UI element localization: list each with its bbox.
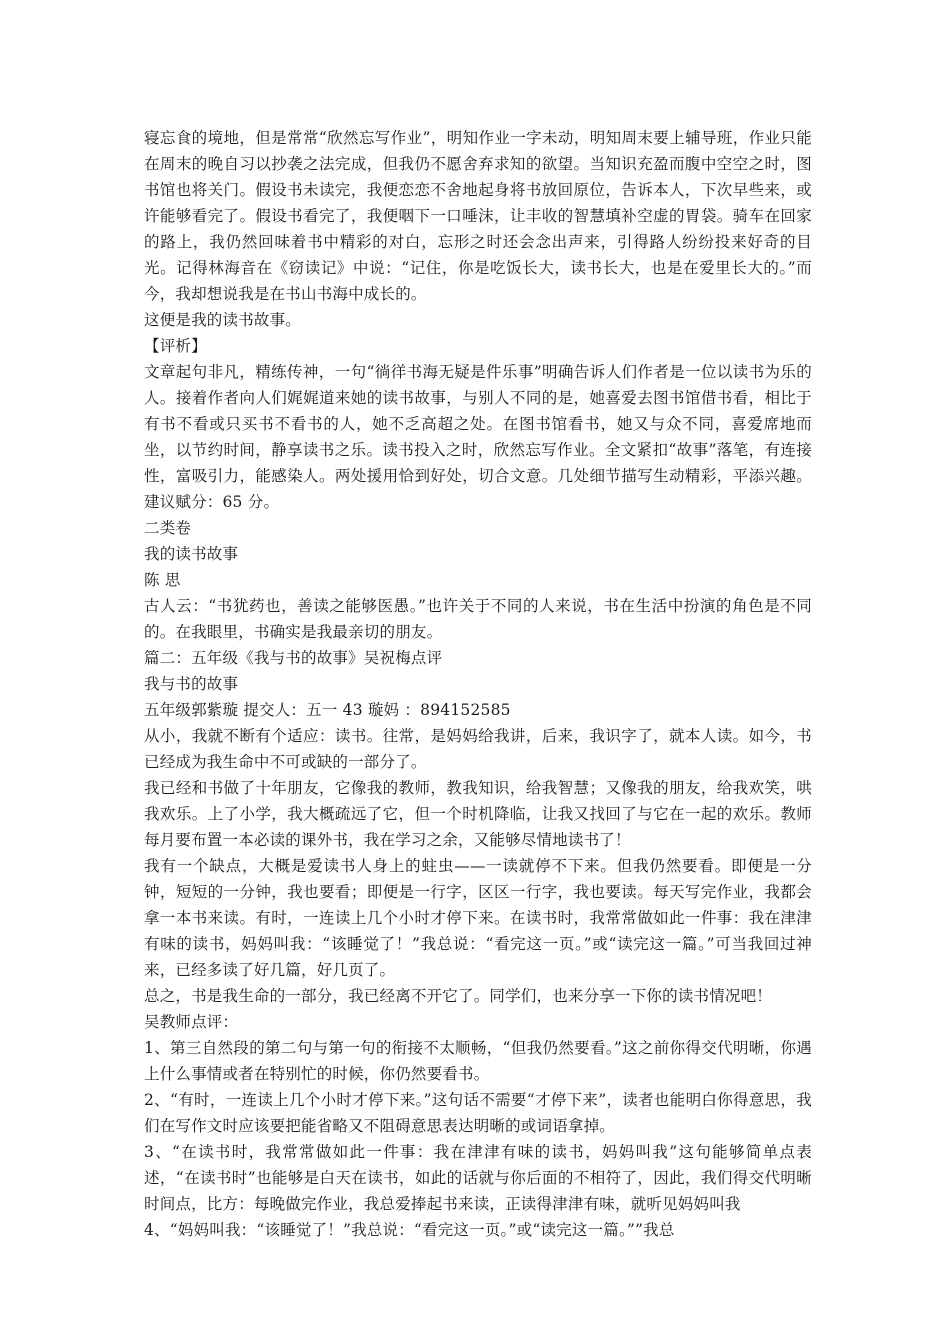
- comment-item-2: 2、“有时，一连读上几个小时才停下来。”这句话不需要“才停下来”，读者也能明白你得意思，我们在写作文时应该要把能省略又不阻碍意思表达明晰的或词语拿掉。: [144, 1091, 812, 1135]
- comment-item-3: 3、“在读书时，我常常做如此一件事：我在津津有味的读书，妈妈叫我”这句能够简单点表述，“在读书时”也能够是白天在读书，如此的话就与你后面的不相符了，因此，我们得交代明晰时间点，比方：每晚做完作业，我总爱捧起书来读，正读得津津有味，就听见妈妈叫我: [144, 1143, 812, 1213]
- paragraph-conclusion: 总之，书是我生命的一部分，我已经离不开它了。同学们，也来分享一下你的读书情况吧！: [144, 987, 773, 1005]
- section-heading-part-two: 篇二：五年级《我与书的故事》吴祝梅点评: [144, 649, 443, 667]
- heading-teacher-comment: 吴教师点评：: [144, 1013, 239, 1031]
- comment-item-4: 4、“妈妈叫我：“该睡觉了！”我总说：“看完这一页。”或“读完这一篇。””我总: [144, 1221, 675, 1239]
- paragraph-story-ending: 这便是我的读书故事。: [144, 311, 302, 329]
- paragraph-ancient-saying: 古人云：“书犹药也，善读之能够医愚。”也许关于不同的人来说，书在生活中扮演的角色是不同的。在我眼里，书确实是我最亲切的朋友。: [144, 597, 812, 641]
- essay-title-my-reading-story: 我的读书故事: [144, 545, 239, 563]
- comment-item-1: 1、第三自然段的第二句与第一句的衔接不太顺畅，“但我仍然要看。”这之前你得交代明晰，你遇上什么事情或者在特别忙的时候，你仍然要看书。: [144, 1039, 812, 1083]
- paragraph-since-childhood: 从小，我就不断有个适应：读书。往常，是妈妈给我讲，后来，我识字了，就本人读。如今，书已经成为我生命中不可或缺的一部分了。: [144, 727, 812, 771]
- document-body: [144, 125, 812, 1243]
- paragraph-shortcoming: 我有一个缺点，大概是爱读书人身上的蛀虫——一读就停不下来。但我仍然要看。即便是一分钟，短短的一分钟，我也要看；即便是一行字，区区一行字，我也要读。每天写完作业，我都会拿一本书来读。有时，一连读上几个小时才停下来。在读书时，我常常做如此一件事：我在津津有味的读书，妈妈叫我：“该睡觉了！”我总说：“看完这一页。”或“读完这一篇。”可当我回过神来，已经多读了好几篇，好几页了。: [144, 857, 812, 979]
- heading-commentary: 【评析】: [144, 337, 207, 355]
- essay-title-me-and-books: 我与书的故事: [144, 675, 239, 693]
- essay-submitter-info: 五年级郭紫璇 提交人：五一 43 璇妈 ：894152585: [144, 701, 511, 719]
- essay-author: 陈 思: [144, 571, 181, 589]
- paragraph-ten-years-friends: 我已经和书做了十年朋友，它像我的教师，教我知识，给我智慧；又像我的朋友，给我欢笑，哄我欢乐。上了小学，我大概疏远了它，但一个时机降临，让我又找回了与它在一起的欢乐。教师每月要布置一本必读的课外书，我在学习之余，又能够尽情地读书了！: [144, 779, 812, 849]
- paragraph-commentary: 文章起句非凡，精练传神，一句“徜徉书海无疑是件乐事”明确告诉人们作者是一位以读书为乐的人。接着作者向人们娓娓道来她的读书故事，与别人不同的是，她喜爱去图书馆借书看，相比于有书不看或只买书不看书的人，她不乏高超之处。在图书馆看书，她又与众不同，喜爱席地而坐，以节约时间，静享读书之乐。读书投入之时，欣然忘写作业。全文紧扣“故事”落笔，有连接性，富吸引力，能感染人。两处援用恰到好处，切合文意。几处细节描写生动精彩，平添兴趣。建议赋分：65 分。: [144, 363, 812, 511]
- paragraph-continued-story: 寝忘食的境地，但是常常“欣然忘写作业”，明知作业一字未动，明知周末要上辅导班，作业只能在周末的晚自习以抄袭之法完成，但我仍不愿舍弃求知的欲望。当知识充盈而腹中空空之时，图书馆也将关门。假设书未读完，我便恋恋不舍地起身将书放回原位，告诉本人，下次早些来，或许能够看完了。假设书看完了，我便咽下一口唾沫，让丰收的智慧填补空虚的胃袋。骑车在回家的路上，我仍然回味着书中精彩的对白，忘形之时还会念出声来，引得路人纷纷投来好奇的目光。记得林海音在《窃读记》中说：“记住，你是吃饭长大，读书长大，也是在爱里长大的。”而今，我却想说我是在书山书海中成长的。: [144, 129, 812, 303]
- heading-category-two: 二类卷: [144, 519, 192, 537]
